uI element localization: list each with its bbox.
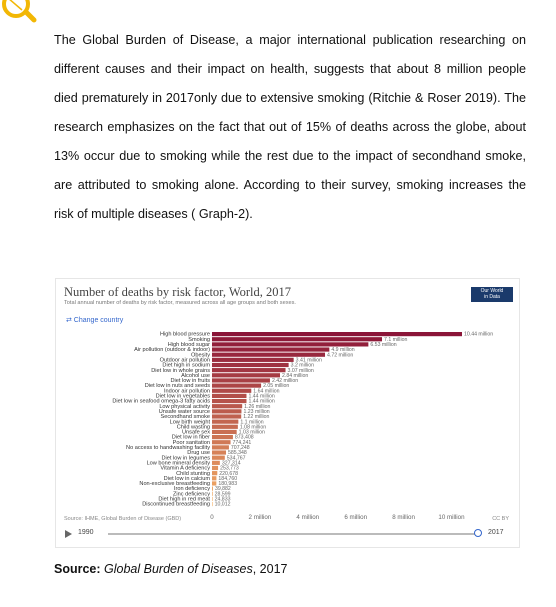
bar[interactable] [212,332,462,336]
value-label: 1.1 million [240,419,264,426]
category-label: Diet high in sodium [162,362,210,369]
badge-line-1: Our World [480,288,504,294]
category-label: Iron deficiency [173,486,210,493]
value-label: 327,314 [221,460,241,467]
value-label: 3.2 million [290,362,314,369]
bar[interactable] [212,414,241,418]
value-label: 4.9 million [331,347,355,354]
category-label: Vitamin A deficiency [160,465,210,472]
bar[interactable] [212,466,218,470]
x-tick-label: 10 million [438,514,465,522]
value-label: 1.26 million [244,403,271,410]
value-label: 10.44 million [464,331,494,338]
value-label: 4.72 million [327,352,354,359]
category-label: Air pollution (outdoor & indoor) [134,347,210,354]
value-label: 3.41 million [295,357,322,364]
category-label: Alcohol use [181,372,210,379]
bar[interactable] [212,445,229,449]
timeline-start-year: 1990 [78,529,94,536]
figure-caption [54,562,288,576]
value-label: 28,599 [214,491,231,498]
category-label: No access to handwashing facility [126,445,210,451]
timeline-end-year: 2017 [488,529,504,536]
play-icon[interactable] [65,530,72,538]
timeline-slider[interactable] [108,533,478,535]
bar[interactable] [212,353,325,357]
bar[interactable] [212,347,329,351]
bar[interactable] [212,487,213,491]
bar[interactable] [212,456,225,460]
chart-title: Number of deaths by risk factor, World, 2017 [64,285,292,299]
category-label: Unsafe water source [158,408,210,415]
category-label: Outdoor air pollution [159,357,210,364]
bar[interactable] [212,404,242,408]
value-label: 2.05 million [263,383,290,390]
bar[interactable] [212,425,238,429]
bar[interactable] [212,399,246,403]
value-label: 1.44 million [248,398,275,405]
value-label: 39,882 [214,486,231,493]
category-label: Discontinued breastfeeding [142,501,210,508]
value-label: 10,012 [214,501,231,508]
license-link[interactable]: CC BY [492,516,509,522]
caption-work-title: Global Burden of Diseases [104,562,253,576]
change-country-button[interactable]: ⇄ Change country [66,317,124,324]
bar[interactable] [212,337,382,341]
x-tick-label: 8 million [392,514,415,522]
value-label: 873,408 [234,434,254,441]
value-label: 2.42 million [271,378,299,385]
bar[interactable] [212,492,213,496]
value-label: 220,678 [219,470,239,477]
category-label: Diet low in fiber [171,434,210,441]
bar[interactable] [212,440,231,444]
bar[interactable] [212,461,220,465]
caption-year: , 2017 [252,562,288,576]
category-label: Child stunting [176,470,210,477]
value-label: 534,767 [226,455,246,462]
category-label: Drug use [187,450,210,457]
value-label: 1.64 million [253,388,280,395]
category-label: Diet high in red meat [158,496,210,503]
bar[interactable] [212,389,251,393]
category-label: Diet low in fruits [170,378,210,385]
value-label: 6.53 million [370,342,397,348]
category-label: Zinc deficiency [173,491,210,498]
category-label: High blood pressure [159,331,210,338]
bar[interactable] [212,373,280,377]
category-label: Low physical activity [159,403,210,410]
bar-chart [56,279,521,549]
value-label: 585,348 [228,450,247,457]
category-label: Non-exclusive breastfeeding [139,481,210,488]
caption-label: Source: [54,562,101,576]
value-label: 253,773 [220,465,239,472]
magnifier-logo-icon [0,0,60,30]
category-label: Smoking [188,336,210,343]
category-label: Low birth weight [169,419,210,426]
bar[interactable] [212,368,286,372]
category-label: Diet low in legumes [161,455,210,462]
value-label: 180,983 [218,481,238,488]
category-label: Unsafe sex [182,429,210,436]
category-label: Secondhand smoke [160,414,210,421]
value-label: 7.1 million [384,336,408,343]
bar[interactable] [212,384,261,388]
value-label: 1.08 million [239,424,267,431]
badge-line-2: in Data [484,294,500,300]
bar[interactable] [212,435,233,439]
category-label: High blood sugar [167,342,210,348]
x-tick-label: 4 million [296,514,320,522]
body-paragraph: The Global Burden of Disease, a major international publication researching on different causes and their impact on health, suggests that about 8 million people died prematurely in 2017only due to extensive smoking (Ritchie & Roser 2019). The research emphasizes on the fact that out of 15% of deaths across the globe, about 13% occur due to smoking while the rest due to the impact of secondhand smoke, are attributed to smoking alone. According to their survey, smoking increases the risk of multiple diseases ( Graph-2). [54,33,526,221]
value-label: 1.23 million [243,408,270,415]
bar[interactable] [212,409,241,413]
category-label: Child wasting [176,424,210,431]
value-label: 24,833 [214,496,231,503]
bar[interactable] [212,502,213,506]
category-label: Poor sanitation [172,439,210,446]
bar[interactable] [212,342,368,346]
bar[interactable] [212,358,294,362]
bar[interactable] [212,497,213,501]
value-label: 1.22 million [243,414,270,421]
bar[interactable] [212,481,216,485]
bar[interactable] [212,420,238,424]
chart-subtitle: Total annual number of deaths by risk factor, measured across all age groups and both sexes. [64,300,296,306]
timeline-handle[interactable] [474,529,482,537]
chart-source: Source: IHME, Global Burden of Disease (GBD) [64,516,182,522]
bar[interactable] [212,450,226,454]
category-label: Indoor air pollution [163,388,210,395]
value-label: 1.03 million [238,429,265,436]
category-label: Diet low in calcium [163,475,210,482]
value-label: 2.84 million [282,372,309,379]
x-tick-label: 0 [210,514,214,522]
value-label: 1.44 million [248,393,275,400]
bar[interactable] [212,363,289,367]
category-label: Diet low in seafood omega-3 fatty acids [112,398,210,405]
category-label: Diet low in nuts and seeds [144,383,210,390]
bar[interactable] [212,476,216,480]
value-label: 707,248 [230,445,250,451]
category-label: Obesity [191,352,210,359]
bar[interactable] [212,378,270,382]
value-label: 774,241 [232,439,252,446]
bar[interactable] [212,471,217,475]
category-label: Low bone mineral density [146,460,210,467]
bar[interactable] [212,394,246,398]
category-label: Diet low in whole grains [151,367,210,374]
x-tick-label: 2 million [248,514,272,522]
graph-figure [55,278,520,548]
bar[interactable] [212,430,237,434]
category-label: Diet low in vegetables [155,393,210,400]
value-label: 3.07 million [287,367,314,374]
value-label: 184,760 [218,475,238,482]
x-tick-label: 6 million [344,514,368,522]
